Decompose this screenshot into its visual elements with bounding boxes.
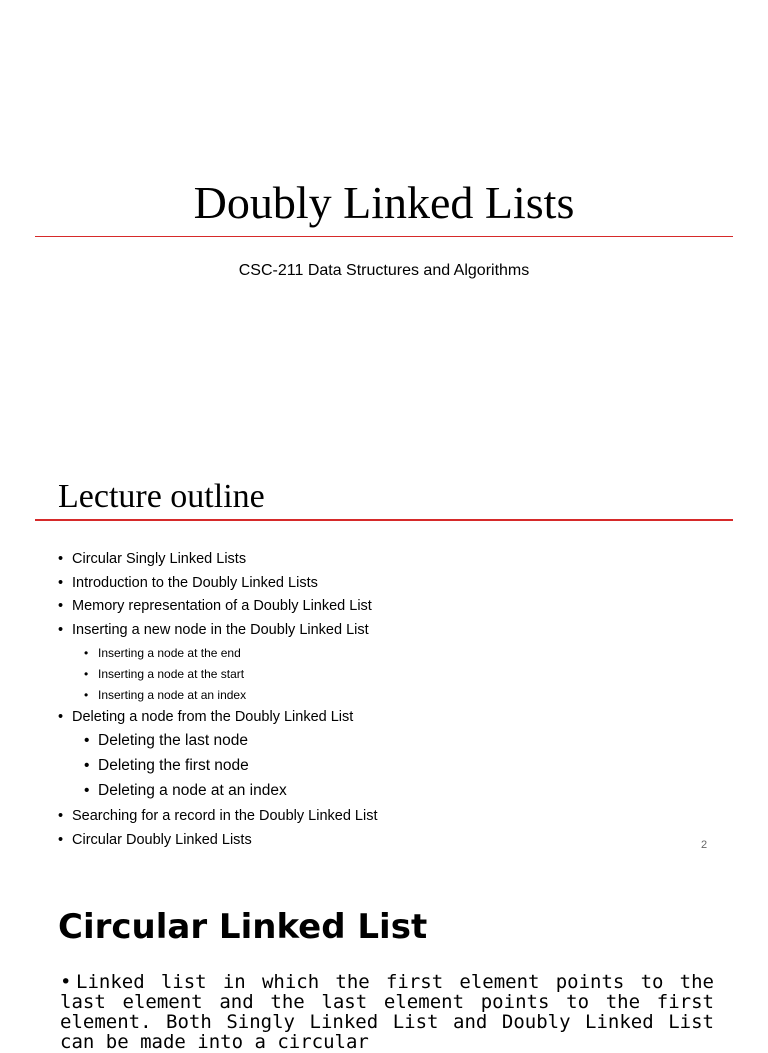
outline-subitem: • Deleting the first node (84, 757, 249, 774)
bullet-icon: • (58, 709, 64, 725)
bullet-icon: • (58, 622, 64, 638)
outline-heading: Lecture outline (58, 478, 265, 515)
circular-list-body: • Linked list in which the first element points to the last element and the last element points to the first element. Both Singly Linked List and Doubly Linked List can be made into a circular (60, 971, 714, 1053)
title-slide-subtitle: CSC-211 Data Structures and Algorithms (238, 262, 530, 279)
page-number: 2 (701, 839, 708, 851)
outline-item: • Searching for a record in the Doubly Linked List (58, 808, 378, 824)
outline-subitem: • Inserting a node at the end (84, 646, 241, 660)
outline-item: • Inserting a new node in the Doubly Linked List (58, 622, 369, 638)
outline-item: • Memory representation of a Doubly Linked List (58, 598, 372, 614)
bullet-icon: • (58, 808, 64, 824)
circular-list-heading: Circular Linked List (58, 907, 428, 947)
outline-subitem: • Deleting the last node (84, 732, 248, 749)
bullet-icon: • (84, 646, 89, 660)
outline-item: • Circular Singly Linked Lists (58, 551, 247, 567)
title-slide-heading: Doubly Linked Lists (193, 177, 575, 228)
outline-subitem: • Inserting a node at an index (84, 688, 247, 702)
bullet-icon: • (84, 757, 90, 774)
title-divider (35, 236, 733, 237)
outline-item: • Circular Doubly Linked Lists (58, 832, 252, 848)
outline-divider (35, 519, 733, 521)
outline-subitem: • Deleting a node at an index (84, 782, 287, 799)
bullet-icon: • (58, 575, 64, 591)
outline-item: • Introduction to the Doubly Linked Lists (58, 575, 318, 591)
bullet-icon: • (84, 732, 90, 749)
bullet-icon: • (84, 782, 90, 799)
bullet-icon: • (58, 598, 64, 614)
outline-subitem: • Inserting a node at the start (84, 667, 245, 681)
outline-item: • Deleting a node from the Doubly Linked List (58, 709, 354, 725)
bullet-icon: • (58, 832, 64, 848)
bullet-icon: • (58, 551, 64, 567)
bullet-icon: • (60, 971, 72, 993)
bullet-icon: • (84, 667, 89, 681)
bullet-icon: • (84, 688, 89, 702)
